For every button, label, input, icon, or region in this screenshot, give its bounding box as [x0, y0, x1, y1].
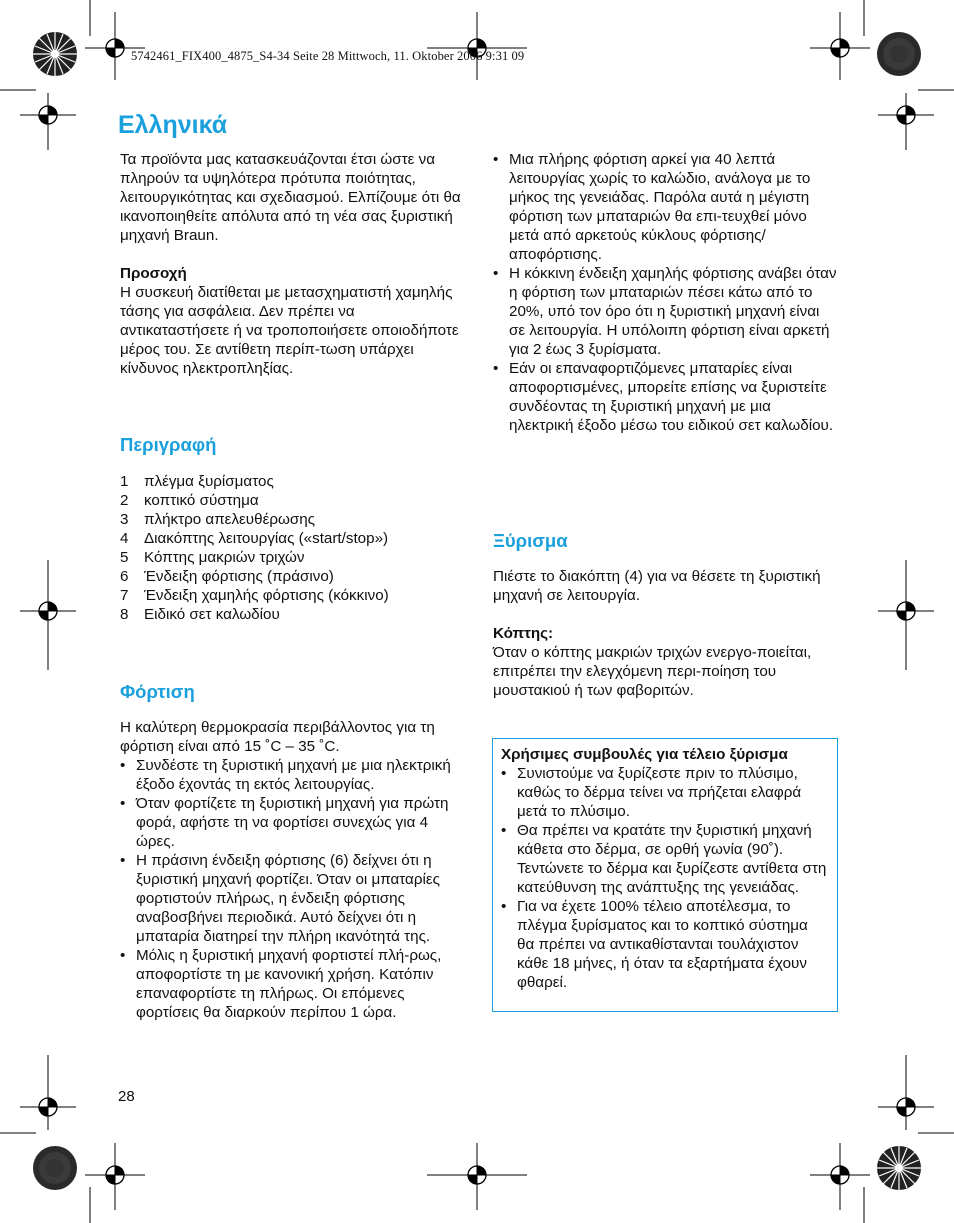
list-item: • Μια πλήρης φόρτιση αρκεί για 40 λεπτά λειτουργίας χωρίς το καλώδιο, ανάλογα με το μήκος της γενειάδας. Παρόλα αυτά η μέγιστη φόρτιση των μπαταριών θα επι-τευχθεί μόνο μετά από αρκετούς κύκλους φόρτισης/αποφόρτισης. — [493, 150, 838, 264]
list-item: • Μόλις η ξυριστική μηχανή φορτιστεί πλή-ρως, αποφορτίστε τη με κανονική χρήση. Κατόπιν επαναφορτίστε τη πλήρως. Οι επόμενες φορτίσεις θα διαρκούν περίπου 1 ώρα. — [120, 946, 465, 1022]
shaving-text: Πιέστε το διακόπτη (4) για να θέσετε τη ξυριστική μηχανή σε λειτουργία. — [493, 568, 821, 604]
caution-text: Η συσκευή διατίθεται με μετασχηματιστή χαμηλής τάσης για ασφάλεια. Δεν πρέπει να αντικαταστήσετε ή να τροποποιήσετε οποιοδήποτε μέρος του. Σε αντίθετη περίπ-τωση υπάρχει κίνδυνος ηλεκτροπληξίας. — [120, 284, 459, 377]
description-heading: Περιγραφή — [120, 434, 217, 455]
tips-title: Χρήσιμες συμβουλές για τέλειο ξύρισμα — [501, 746, 788, 763]
part-number: 5 — [120, 549, 129, 566]
list-item: • Συνιστούμε να ξυρίζεστε πριν το πλύσιμο, καθώς το δέρμα τείνει να πρήζεται ελαφρά μετά το πλύσιμο. — [501, 764, 829, 821]
parts-list-item — [120, 548, 465, 567]
charging-bullets-continued — [493, 150, 838, 435]
tips-bullets — [501, 764, 829, 992]
part-label: πλέγμα ξυρίσματος — [144, 473, 274, 490]
parts-list-item — [120, 586, 465, 605]
part-number: 3 — [120, 511, 129, 528]
intro-paragraph: Τα προϊόντα μας κατασκευάζονται έτσι ώστε να πληρούν τα υψηλότερα πρότυπα ποιότητας, λειτουργικότητας και σχεδιασμού. Ελπίζουμε ότι θα ικανοποιηθείτε απόλυτα από τη νέα σας ξυριστική μηχανή Braun. — [120, 151, 461, 244]
list-item: • Για να έχετε 100% τέλειο αποτέλεσμα, το πλέγμα ξυρίσματος και το κοπτικό σύστημα θα πρέπει να αντικαθίστανται τουλάχιστον κάθε 18 μήνες, ή όταν τα εξαρτήματα έχουν φθαρεί. — [501, 897, 829, 992]
shaving-section — [493, 567, 838, 700]
starburst-mark-bottom-right — [877, 1146, 921, 1190]
starburst-mark-top-left — [33, 32, 77, 76]
charging-section — [120, 718, 465, 1022]
part-label: Κόπτης μακριών τριχών — [144, 549, 305, 566]
part-label: Διακόπτης λειτουργίας («start/stop») — [144, 530, 389, 547]
list-item: • Εάν οι επαναφορτιζόμενες μπαταρίες είναι αποφορτισμένες, μπορείτε επίσης να ξυριστείτε συνδέοντας τη ξυριστική μηχανή με μια ηλεκτρική έξοδο μέσω του ειδικού σετ καλωδίου. — [493, 359, 838, 435]
print-slug-line: 5742461_FIX400_4875_S4-34 Seite 28 Mittwoch, 11. Oktober 2006 9:31 09 — [131, 49, 525, 63]
part-label: Ένδειξη φόρτισης (πράσινο) — [144, 568, 334, 585]
part-label: κοπτικό σύστημα — [144, 492, 259, 509]
shaving-heading: Ξύρισμα — [493, 530, 568, 551]
charging-continued — [493, 150, 838, 435]
part-label: Ειδικό σετ καλωδίου — [144, 606, 280, 623]
parts-list-item — [120, 567, 465, 586]
caution-label: Προσοχή — [120, 265, 187, 282]
part-number: 4 — [120, 530, 129, 547]
list-item: • Η πράσινη ένδειξη φόρτισης (6) δείχνει ότι η ξυριστική μηχανή φορτίζει. Όταν οι μπαταρίες φορτιστούν πλήρως, η ένδειξη φόρτισης αναβοσβήνει περιοδικά. Αυτό δείχνει ότι η μπαταρία διατηρεί την πλήρη ικανότητά της. — [120, 851, 465, 946]
list-item: • Η κόκκινη ένδειξη χαμηλής φόρτισης ανάβει όταν η φόρτιση των μπαταριών πέσει κάτω από το 20%, υπό τον όρο ότι η ξυριστική μηχανή είναι σε λειτουργία. Η υπόλοιπη φόρτιση είναι αρκετή για 2 έως 3 ξυρίσματα. — [493, 264, 838, 359]
page-number: 28 — [118, 1088, 135, 1105]
part-number: 2 — [120, 492, 129, 509]
parts-list-item — [120, 605, 465, 624]
list-item: • Συνδέστε τη ξυριστική μηχανή με μια ηλεκτρική έξοδο έχοντάς τη εκτός λειτουργίας. — [120, 756, 465, 794]
parts-list — [120, 472, 465, 624]
starburst-mark-bottom-left — [33, 1146, 77, 1190]
parts-list-item — [120, 529, 465, 548]
charging-intro: Η καλύτερη θερμοκρασία περιβάλλοντος για τη φόρτιση είναι από 15 ˚C – 35 ˚C. — [120, 719, 435, 755]
trimmer-label: Κόπτης: — [493, 625, 554, 642]
list-item: • Όταν φορτίζετε τη ξυριστική μηχανή για πρώτη φορά, αφήστε τη να φορτίσει συνεχώς για 4 ώρες. — [120, 794, 465, 851]
parts-list-item — [120, 472, 465, 491]
trimmer-text: Όταν ο κόπτης μακριών τριχών ενεργο-ποιείται, επιτρέπει την ελεγχόμενη περι-ποίηση του μουστακιού ή των φαβοριτών. — [493, 644, 812, 699]
charging-bullets — [120, 756, 465, 1022]
page-title: Ελληνικά — [118, 111, 228, 139]
tips-box — [492, 738, 838, 1012]
part-label: πλήκτρο απελευθέρωσης — [144, 511, 315, 528]
part-number: 8 — [120, 606, 129, 623]
starburst-mark-top-right — [877, 32, 921, 76]
parts-list-item — [120, 510, 465, 529]
parts-list-item — [120, 491, 465, 510]
list-item: • Θα πρέπει να κρατάτε την ξυριστική μηχανή κάθετα στο δέρμα, σε ορθή γωνία (90˚). Τεντώνετε το δέρμα και ξυρίζεστε αντίθετα στη κατεύθυνση της ανάπτυξης της γενειάδας. — [501, 821, 829, 897]
caution-block — [120, 264, 465, 378]
part-number: 6 — [120, 568, 129, 585]
part-number: 7 — [120, 587, 129, 604]
charging-heading: Φόρτιση — [120, 681, 195, 702]
part-number: 1 — [120, 473, 129, 490]
part-label: Ένδειξη χαμηλής φόρτισης (κόκκινο) — [144, 587, 389, 604]
